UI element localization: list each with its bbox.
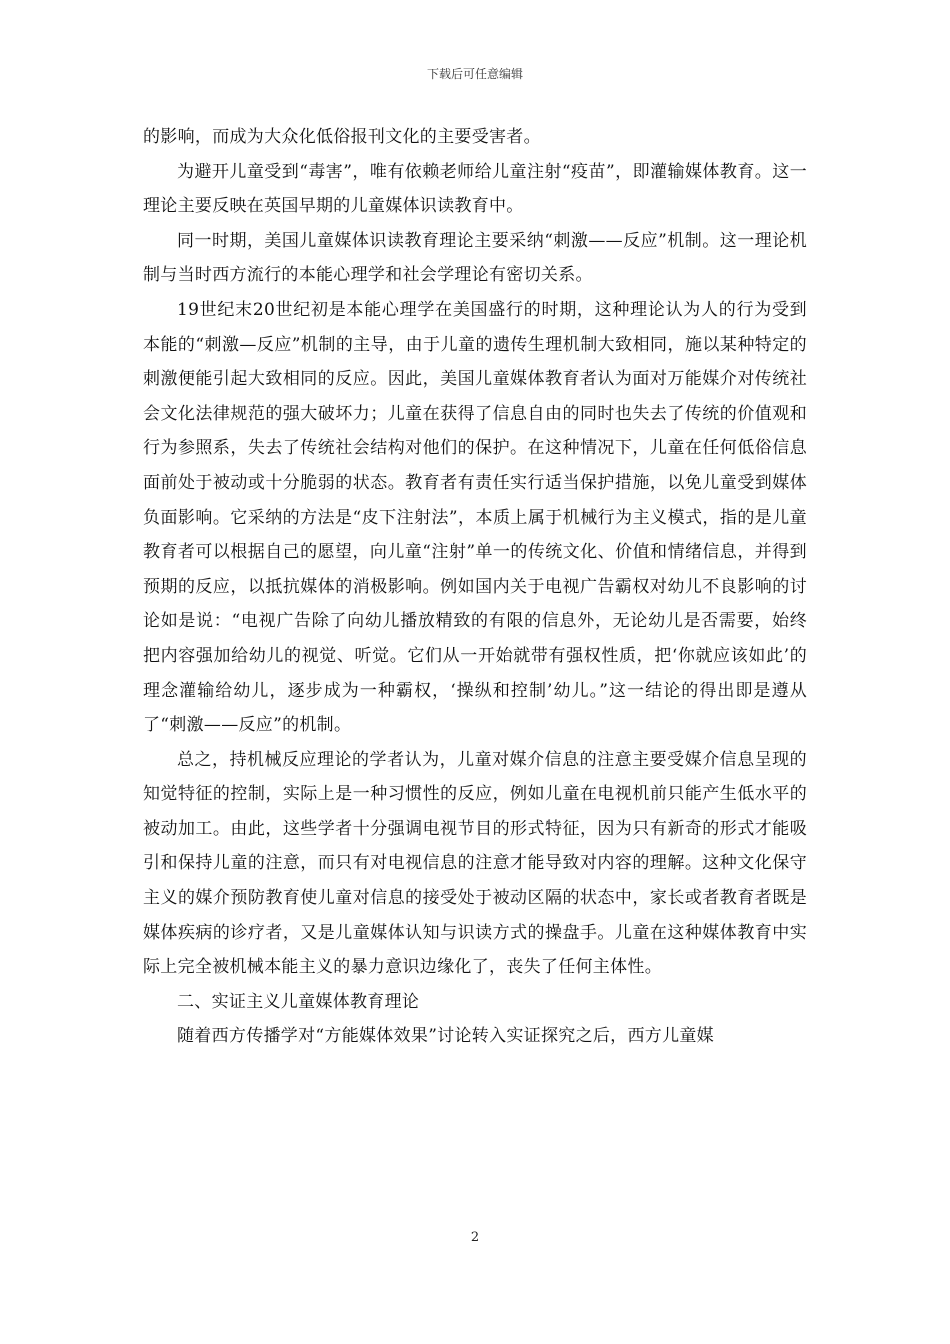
paragraph: 随着西方传播学对“方能媒体效果”讨论转入实证探究之后，西方儿童媒 — [177, 1026, 714, 1047]
section-heading: 二、实证主义儿童媒体教育理论 — [177, 991, 420, 1012]
page-header: 下载后可任意编辑 — [426, 67, 523, 81]
paragraph-continuation: 的影响，而成为大众化低俗报刊文化的主要受害者。 — [143, 127, 541, 147]
paragraph: 总之，持机械反应理论的学者认为，儿童对媒介信息的注意主要受媒介信息呈现的知觉特征的控制，实际上是一种习惯性的反应，例如儿童在电视机前只能产生低水平的被动加工。由此，这些学者十分强调电视节目的形式特征，因为只有新奇的形式才能吸引和保持儿童的注意，而只有对电视信息的注意才能导致对内容的理解。这种文化保守主义的媒介预防教育使儿童对信息的接受处于被动区隔的状态中，家长或者教育者既是媒体疾病的诊疗者，又是儿童媒体认知与识读方式的操盘手。儿童在这种媒体教育中实际上完全被机械本能主义的暴力意识边缘化了，丧失了任何主体性。 — [143, 749, 807, 978]
document-body — [143, 120, 807, 1054]
paragraph: 19世纪末20世纪初是本能心理学在美国盛行的时期，这种理论认为人的行为受到本能的“刺激—反应”机制的主导，由于儿童的遗传生理机制大致相同，施以某种特定的刺激便能引起大致相同的反应。因此，美国儿童媒体教育者认为面对万能媒介对传统社会文化法律规范的强大破坏力；儿童在获得了信息自由的同时也失去了传统的价值观和行为参照系，失去了传统社会结构对他们的保护。在这种情况下，儿童在任何低俗信息面前处于被动或十分脆弱的状态。教育者有责任实行适当保护措施，以免儿童受到媒体负面影响。它采纳的方法是“皮下注射法”，本质上属于机械行为主义模式，指的是儿童教育者可以根据自己的愿望，向儿童“注射”单一的传统文化、价值和情绪信息，并得到预期的反应，以抵抗媒体的消极影响。例如国内关于电视广告霸权对幼儿不良影响的讨论如是说：“电视广告除了向幼儿播放精致的有限的信息外，无论幼儿是否需要，始终把内容强加给幼儿的视觉、听觉。它们从一开始就带有强权性质，把‘你就应该如此’的理念灌输给幼儿，逐步成为一种霸权，‘操纵和控制’幼儿。”这一结论的得出即是遵从了“刺激——反应”的机制。 — [143, 299, 807, 736]
page-number: 2 — [470, 1230, 480, 1245]
paragraph: 为避开儿童受到“毒害”，唯有依赖老师给儿童注射“疫苗”，即灌输媒体教育。这一理论主要反映在英国早期的儿童媒体识读教育中。 — [143, 161, 807, 217]
paragraph: 同一时期，美国儿童媒体识读教育理论主要采纳“刺激——反应”机制。这一理论机制与当时西方流行的本能心理学和社会学理论有密切关系。 — [143, 230, 807, 286]
